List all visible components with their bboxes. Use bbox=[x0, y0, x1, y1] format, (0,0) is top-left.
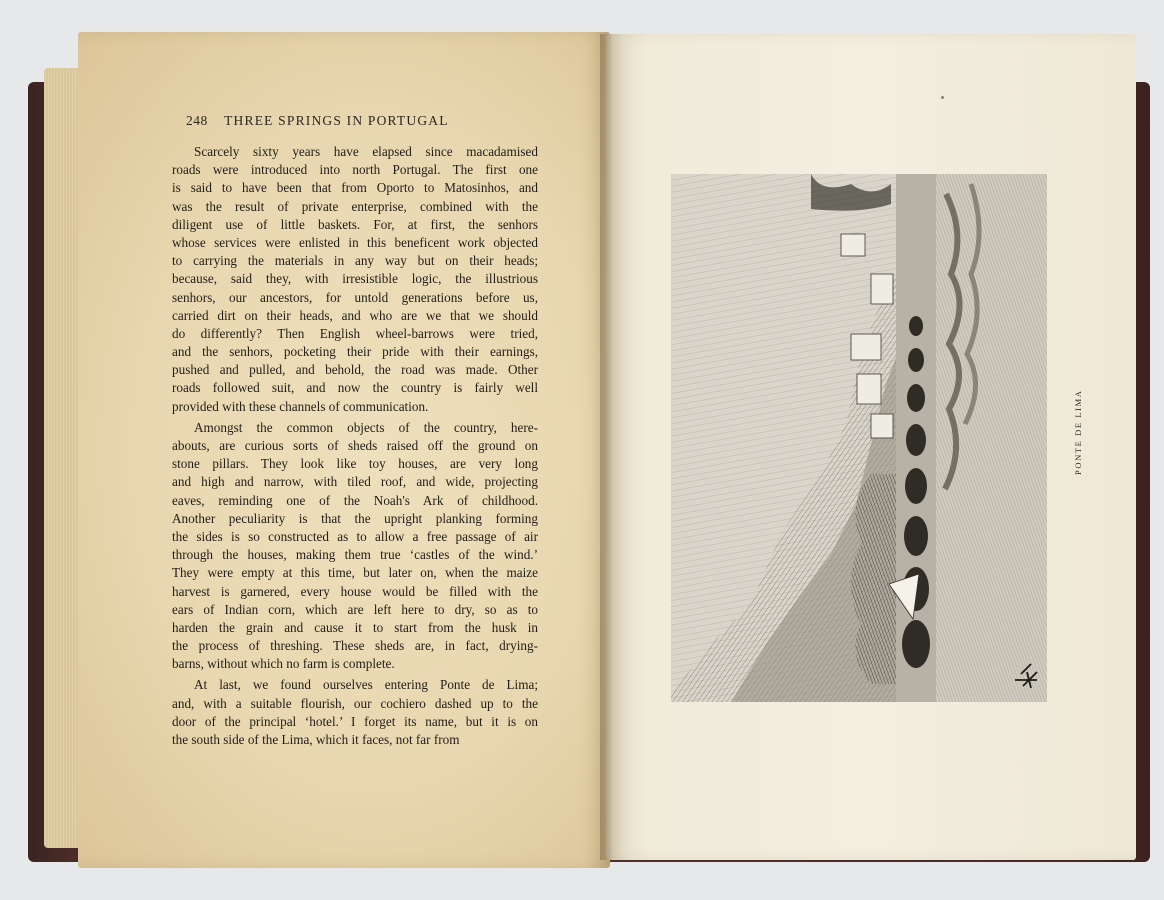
paragraph bbox=[172, 419, 538, 674]
text-line: whose services were enlisted in this beneficent work objected bbox=[172, 234, 538, 250]
ponte-de-lima-engraving bbox=[671, 174, 1047, 702]
text-line: roads followed suit, and now the country is fairly well bbox=[172, 380, 538, 396]
paragraph bbox=[172, 676, 538, 749]
text-line: and the senhors, pocketing their pride with their earnings, bbox=[172, 344, 538, 360]
text-line: abouts, are curious sorts of sheds raised off the ground on bbox=[172, 438, 538, 453]
text-line: the south side of the Lima, which it faces, not far from bbox=[172, 732, 460, 747]
text-line: harvest is garnered, every house would be filled with the bbox=[172, 583, 538, 599]
text-line: provided with these channels of communication. bbox=[172, 398, 429, 414]
text-line: harden the grain and cause it to start from the husk in bbox=[172, 619, 538, 635]
text-line: to carrying the materials in any way but on their heads; bbox=[172, 253, 538, 269]
plate-caption: PONTE DE LIMA bbox=[1073, 389, 1083, 475]
text-line: and high and narrow, with tiled roof, and wide, projecting bbox=[172, 474, 538, 490]
text-line: diligent use of little baskets. For, at first, the senhors bbox=[172, 216, 538, 232]
running-head-title: THREE SPRINGS IN PORTUGAL bbox=[224, 113, 449, 128]
text-line: stone pillars. They look like toy houses, are very long bbox=[172, 456, 538, 472]
text-line: through the houses, making them true ‘castles of the wind.’ bbox=[172, 547, 538, 563]
page-number: 248 bbox=[186, 113, 208, 128]
body-text bbox=[172, 143, 538, 752]
text-line: eaves, reminding one of the Noah's Ark of childhood. bbox=[172, 492, 538, 508]
text-line: carried dirt on their heads, and who are we that we should bbox=[172, 307, 538, 323]
text-line: the process of threshing. These sheds are, in fact, drying- bbox=[172, 638, 538, 654]
paper-speck bbox=[941, 96, 944, 99]
text-line: the sides is so constructed as to allow a free passage of air bbox=[172, 528, 538, 544]
paragraph bbox=[172, 143, 538, 416]
text-line: At last, we found ourselves entering Ponte de Lima; bbox=[194, 677, 538, 693]
text-line: door of the principal ‘hotel.’ I forget its name, but it is on bbox=[172, 713, 538, 729]
text-line: because, said they, with irresistible logic, the illustrious bbox=[172, 271, 538, 287]
text-line: senhors, our ancestors, for untold generations before us, bbox=[172, 289, 538, 305]
text-line: They were empty at this time, but later on, when the maize bbox=[172, 565, 538, 581]
text-line: and, with a suitable flourish, our cochiero dashed up to the bbox=[172, 695, 538, 711]
text-line: Another peculiarity is that the upright planking forming bbox=[172, 510, 538, 526]
text-line: was the result of private enterprise, combined with the bbox=[172, 198, 538, 214]
text-line: roads were introduced into north Portugal. The first one bbox=[172, 162, 538, 178]
text-line: is said to have been that from Oporto to Matosinhos, and bbox=[172, 180, 538, 196]
text-line: Scarcely sixty years have elapsed since macadamised bbox=[194, 144, 538, 159]
text-line: do differently? Then English wheel-barrows were tried, bbox=[172, 325, 538, 341]
text-line: ears of Indian corn, which are left here to dry, so as to bbox=[172, 601, 538, 617]
text-line: pushed and pulled, and behold, the road was made. Other bbox=[172, 362, 538, 378]
text-line: barns, without which no farm is complete. bbox=[172, 656, 395, 672]
book-gutter bbox=[600, 34, 612, 860]
text-line: Amongst the common objects of the country, here- bbox=[194, 419, 538, 435]
illustration-plate bbox=[671, 174, 1047, 702]
running-head bbox=[186, 113, 546, 129]
